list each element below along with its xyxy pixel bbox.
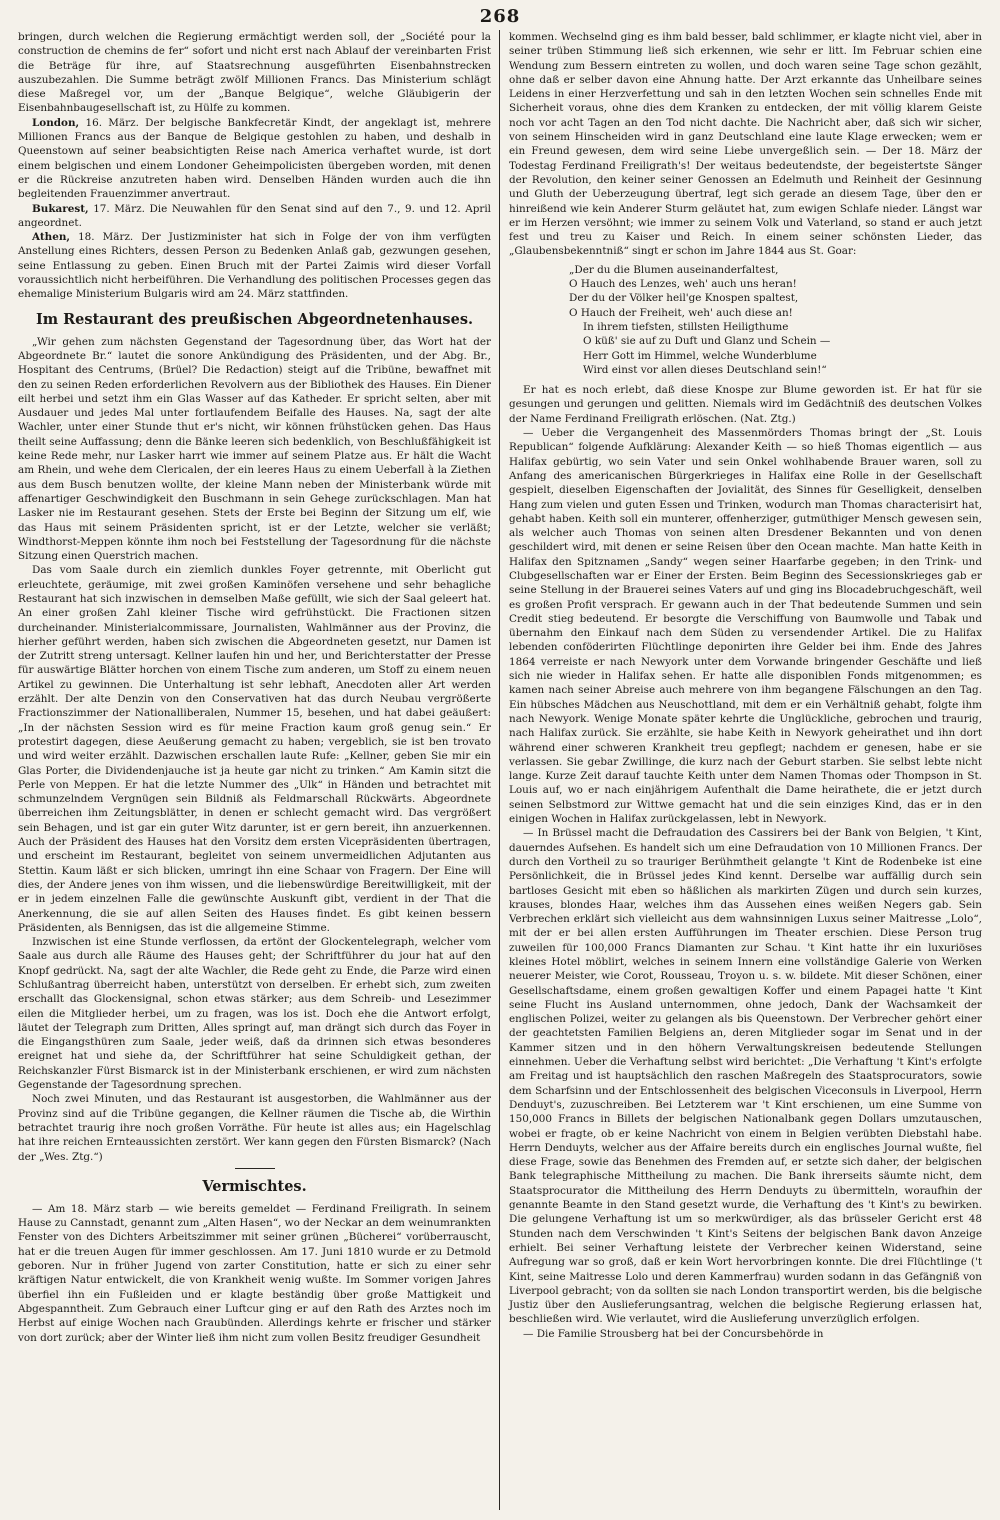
poem-line: Herr Gott im Himmel, welche Wunderblume	[583, 349, 817, 362]
poem-line: O küß' sie auf zu Duft und Glanz und Schein —	[583, 335, 831, 348]
news-bukarest	[18, 202, 491, 231]
poem-line: Der du der Völker heil'ge Knospen spaltest,	[569, 292, 799, 305]
news-athen-text: 18. März. Der Justizminister hat sich in Folge der von ihm verfügten Anstellung eines Richters, dessen Person zu Bedenken Anlaß gab, gezwungen gesehen, seine Entlassung zu geben. Einen Bruch mit der Partei Zaimis wird dieser Vorfall voraussichtlich nicht herbeiführen. Die Verhandlung des politischen Processes gegen das ehemalige Ministerium Bulgaris wird am 24. März stattfinden.	[18, 231, 491, 301]
poem-line: Wird einst vor allen dieses Deutschland sein!“	[583, 363, 827, 376]
news-bruessel: — In Brüssel macht die Defraudation des Cassirers bei der Bank von Belgien, 't Kint, dauerndes Aufsehen. Es handelt sich um eine Defraudation von 10 Millionen Francs. Der durch den Vortheil zu so trauriger Berühmtheit gelangte 't Kint de Rodenbeke ist eine Persönlichkeit, die in Brüssel jedes Kind kennt. Derselbe war auffällig durch sein bartloses Gesicht mit eben so häßlichen als markirten Zügen und durch sein kurzes, krauses, blondes Haar, welches ihm das Aussehen eines weißen Negers gab. Sein Verbrechen erklärt sich vielleicht aus dem wahnsinnigen Luxus seiner Maitresse „Lolo“, mit der er bei allen ersten Aufführungen im Theater erschien. Diese Person trug zuweilen für 100,000 Francs Diamanten zur Schau. 't Kint hatte ihr ein luxuriöses kleines Hotel möblirt, welches in seinem Innern eine vollständige Galerie von Werken neuerer Meister, wie Corot, Rousseau, Troyon u. s. w. bildete. Mit dieser Schönen, einer Gesellschaftsdame, einem großen gewaltigen Koffer und einem Papagei hatte 't Kint seine Flucht ins Ausland unternommen, ohne jedoch, Dank der Wachsamkeit der englischen Polizei, weiter zu gelangen als bis Queenstown. Der Verbrecher gehört einer der geachtetsten Familien Belgiens an, deren Mitglieder sogar im Senat und in der Kammer sitzen und in den höhern Verwaltungskreisen bedeutende Stellungen einnehmen. Ueber die Verhaftung selbst wird berichtet: „Die Verhaftung 't Kint's erfolgte am Freitag und ist hauptsächlich den raschen Maßregeln des Staatsprocurators, sowie dem Scharfsinn und der Entschlossenheit des belgischen Viceconsuls in Liverpool, Herrn Denduyt's, zuzuschreiben. Bei Letzterem war 't Kint erschienen, um eine Summe von 150,000 Francs in Billets der belgischen Nationalbank gegen Dollars umzutauschen, wobei er fragte, ob er keine Nachricht von einem in Belgien verübten Diebstahl habe. Herrn Denduyts, welcher aus der Affaire bereits durch ein englisches Journal wußte, fiel diese Frage, sowie das Benehmen des Fremden auf, er setzte sich daher, der belgischen Bank telegraphische Mittheilung zu machen. Die Bank ihrerseits säumte nicht, dem Staatsprocurator die Mittheilung des Herrn Denduyts zu übermitteln, woraufhin der genannte Beamte in den Stand gesetzt wurde, die Verhaftung des 't Kint's zu bewirken. Die gelungene Verhaftung ist um so merkwürdiger, als das brüsseler Gericht erst 48 Stunden nach dem Verschwinden 't Kint's Seitens der belgischen Bank davon Anzeige erhielt. Bei seiner Verhaftung leistete der Verbrecher keinen Widerstand, seine Aufregung war so groß, daß er kein Wort hervorbringen konnte. Die drei Flüchtlinge ('t Kint, seine Maitresse Lolo und deren Kammerfrau) wurden sodann in das Gefängniß von Liverpool gebracht; von da sollten sie nach London transportirt werden, bis die belgische Justiz über den Auslieferungsantrag, welchen die belgische Regierung erlassen hat, beschließen wird. Wie verlautet, wird die Auslieferung unverzüglich erfolgen.	[509, 827, 982, 1326]
news-strousberg: — Die Familie Strousberg hat bei der Concursbehörde in	[523, 1327, 824, 1340]
freiligrath-obituary: — Am 18. März starb — wie bereits gemeldet — Ferdinand Freiligrath. In seinem Hause zu Cannstadt, genannt zum „Alten Hasen“, wo der Neckar an dem weinumrankten Fenster von des Dichters Arbeitszimmer mit seiner grünen „Bücherei“ vorüberrauscht, hat er die treuen Augen für immer geschlossen. Am 17. Juni 1810 wurde er zu Detmold geboren. Nur in früher Jugend von zarter Constitution, hatte er sich zu einer sehr kräftigen Natur entwickelt, die von Krankheit wenig wußte. Im Sommer vorigen Jahres überfiel ihn ein Fußleiden und er klagte beständig über große Mattigkeit und Abgespanntheit. Zum Gebrauch einer Luftcur ging er auf den Rath des Arztes noch im Herbst auf einige Wochen nach Graubünden. Allerdings kehrte er frischer und stärker von dort zurück; aber der Winter ließ ihm nicht zum vollen Besitz freudiger Gesundheit	[18, 1202, 491, 1344]
dateline-bukarest: Bukarest,	[32, 202, 89, 215]
page-number: 268	[479, 6, 521, 27]
columns	[18, 30, 982, 1510]
dateline-athen: Athen,	[32, 231, 71, 244]
article-continuation: bringen, durch welchen die Regierung ermächtigt werden soll, der „Société pour la construction de chemins de fer“ sofort und nicht erst nach Ablauf der vereinbarten Frist die Beträge für ihre, auf Staatsrechnung ausgeführten Eisenbahnstrecken auszubezahlen. Die Summe beträgt zwölf Millionen Francs. Das Ministerium schlägt diese Maßregel vor, um der „Banque Belgique“, welche Gläubigerin der Eisenbahnbaugesellschaft ist, zu Hülfe zu kommen.	[18, 31, 491, 115]
dateline-london: London,	[32, 116, 80, 129]
restaurant-paragraph: Noch zwei Minuten, und das Restaurant ist ausgestorben, die Wahlmänner aus der Provinz sind auf die Tribüne gegangen, die Kellner räumen die Tische ab, die Wirthin betrachtet traurig ihre noch großen Vorräthe. Für heute ist alles aus; ein Hagelschlag hat ihre reichen Ernteaussichten zerstört. Wer kann gegen den Fürsten Bismarck? (Nach der „Wes. Ztg.“)	[18, 1093, 491, 1163]
obituary-closing: Er hat es noch erlebt, daß diese Knospe zur Blume geworden ist. Er hat für sie gesungen und gerungen und gelitten. Niemals wird im Gedächtniß des deutschen Volkes der Name Ferdinand Freiligrath erlöschen. (Nat. Ztg.)	[509, 384, 982, 425]
restaurant-paragraph: Inzwischen ist eine Stunde verflossen, da ertönt der Glockentelegraph, welcher vom Saale aus durch alle Räume des Hauses geht; der Schriftführer du jour hat auf den Knopf gedrückt. Na, sagt der alte Wachler, die Rede geht zu Ende, die Parze wird einen Schlußantrag überreicht haben, unterstützt von derselben. Er erhebt sich, zum zweiten erschallt das Glockensignal, schon etwas stärker; aus dem Schreib- und Lesezimmer eilen die Mitglieder herbei, um zu fragen, was los ist. Doch ehe die Antwort erfolgt, läutet der Telegraph zum Dritten, Alles springt auf, man drängt sich durch das Foyer in die Eingangsthüren zum Saale, jeder weiß, daß da drinnen sich etwas besonderes ereignet hat und siehe da, der Schriftführer hat seine Schuldigkeit gethan, der Reichskanzler Fürst Bismarck ist in der Ministerbank erschienen, er wird zum nächsten Gegenstande der Tagesordnung sprechen.	[18, 936, 491, 1092]
vermischtes-heading: Vermischtes.	[202, 1177, 307, 1195]
poem-line: O Hauch des Lenzes, weh' auch uns heran!	[569, 278, 797, 291]
restaurant-heading: Im Restaurant des preußischen Abgeordnetenhauses.	[35, 310, 474, 328]
poem-line: „Der du die Blumen auseinanderfaltest,	[569, 263, 779, 276]
news-bukarest-text: 17. März. Die Neuwahlen für den Senat sind auf den 7., 9. und 12. April angeordnet.	[18, 202, 491, 229]
news-thomas: — Ueber die Vergangenheit des Massenmörders Thomas bringt der „St. Louis Republican“ folgende Aufklärung: Alexander Keith — so hieß Thomas eigentlich — aus Halifax gebürtig, wo sein Vater und sein Onkel wohlhabende Brauer waren, soll zu Anfang des americanischen Bürgerkrieges in Halifax eine Rolle in der Gesellschaft gespielt, dieselben Eigenschaften der Jovialität, des Sinnes für Geselligkeit, denselben Hang zum vielen und guten Essen und Trinken, wodurch man Thomas characterisirt hat, gehabt haben. Keith soll ein munterer, offenherziger, gutmüthiger Mensch gewesen sein, als welcher auch Thomas von seinen alten Dresdener Bekannten und von denen geschildert wird, mit denen er seine Reisen über den Ocean machte. Man hatte Keith in Halifax den Spitznamen „Sandy“ wegen seiner Haarfarbe gegeben; in den Trink- und Clubgesellschaften war er Einer der Ersten. Beim Beginn des Secessionskrieges gab er seine Stellung in der Brauerei seines Vaters auf und ging ins Blocadebruchgeschäft, weil es großen Profit versprach. Er gewann auch in der That bedeutende Summen und sein Credit stieg bedeutend. Er besorgte die Verschiffung von Baumwolle und Tabak und übernahm den Einkauf nach dem Süden zu versendender Artikel. Die zu Halifax lebenden conföderirten Flüchtlinge deponirten ihre Gelder bei ihm. Ende des Jahres 1864 verreiste er nach Newyork unter dem Vorwande bringender Geschäfte und ließ sich nie wieder in Halifax sehen. Er hatte alle disponiblen Fonds mitgenommen; es kamen nach seiner Abreise auch mehrere von ihm begangene Fälschungen an den Tag. Ein hübsches Mädchen aus Neuschottland, mit dem er ein Verhältniß gehabt, folgte ihm nach Newyork. Wenige Monate später kehrte die Unglückliche, gebrochen und traurig, nach Halifax zurück. Sie erzählte, sie habe Keith in Newyork geheirathet und ihn dort während einer schweren Krankheit treu gepflegt; nachdem er genesen, habe er sie verlassen. Sie gebar Zwillinge, die kurz nach der Geburt starben. Sie selbst lebte nicht lange. Kurze Zeit darauf tauchte Keith unter dem Namen Thomas oder Thompson in St. Louis auf, wo er nach einjährigem Aufenthalt die Dame heirathete, die er jetzt durch seinen Selbstmord zur Wittwe gemacht hat und die sein einziges Kind, das er in den einigen Wochen in Halifax zurückgelassen, lebt in Newyork.	[509, 427, 982, 826]
restaurant-paragraph: Das vom Saale durch ein ziemlich dunkles Foyer getrennte, mit Oberlicht gut erleuchtete, geräumige, mit zwei großen Kaminöfen versehene und sehr behagliche Restaurant hat sich inzwischen in demselben Maße gefüllt, wie sich der Saal geleert hat. An einer großen Zahl kleiner Tische wird gefrühstückt. Die Fractionen sitzen durcheinander. Ministerialcommissare, Journalisten, Wahlmänner aus der Provinz, die hierher geführt werden, haben sich zwischen die Abgeordneten gesetzt, nur Damen ist der Zutritt streng untersagt. Kellner laufen hin und her, und Berichterstatter der Presse für auswärtige Blätter horchen von einem Tische zum anderen, um Stoff zu einem neuen Artikel zu gewinnen. Die Unterhaltung ist sehr lebhaft, Anecdoten aller Art werden erzählt. Der alte Denzin von den Conservativen hat das durch Neubau vergrößerte Fractionszimmer der Nationalliberalen, Nummer 15, besehen, und hat dabei geäußert: „In der nächsten Session wird es für meine Fraction kaum groß genug sein.“ Er protestirt dagegen, diese Aeußerung gemacht zu haben; vergeblich, sie ist ben trovato und wird weiter erzählt. Dazwischen erschallen laute Rufe: „Kellner, geben Sie mir ein Glas Porter, die Dividendenjauche ist ja heute gar nicht zu trinken.“ Am Kamin sitzt die Perle von Meppen. Er hat die letzte Nummer des „Ulk“ in Händen und betrachtet mit schmunzelndem Vergnügen sein Bildniß als Feldmarschall Rückwärts. Abgeordnete überreichen ihm Zeitungsblätter, in denen er schlecht gemacht wird. Das vergrößert sein Behagen, und ist gar ein guter Witz darunter, ist er gern bereit, ihn anzuerkennen. Auch der Präsident des Hauses hat den Vorsitz dem ersten Vicepräsidenten übertragen, und erscheint im Restaurant, begleitet von seinem unvermeidlichen Adjutanten aus Stettin. Kaum läßt er sich blicken, umringt ihn eine Schaar von Fragern. Der Eine will dies, der Andere jenes von ihm wissen, und die liebenswürdige Bereitwilligkeit, mit der er in jedem einzelnen Falle die gewünschte Auskunft gibt, verdient in der That die Anerkennung, die sie auf allen Seiten des Hauses findet. Es gibt keinen bessern Präsidenten, als Bennigsen, das ist die allgemeine Stimme.	[18, 564, 491, 934]
poem-line: O Hauch der Freiheit, weh' auch diese an!	[569, 306, 793, 319]
right-column	[500, 30, 982, 1510]
news-athen	[18, 230, 491, 301]
poem-glaubensbekenntnis	[569, 263, 982, 377]
obituary-continuation: kommen. Wechselnd ging es ihm bald besser, bald schlimmer, er klagte nicht viel, aber in seiner trüben Stimmung ließ sich erkennen, wie sehr er litt. Im Februar schien eine Wendung zum Bessern eintreten zu wollen, und doch waren seine Tage schon gezählt, ohne daß er selber davon eine Ahnung hatte. Der Arzt erkannte das Unheilbare seines Leidens in einer Herzverfettung und sah in den letzten Wochen sein schnelles Ende mit Sicherheit voraus, ohne dies dem Kranken zu entdecken, der mit völlig klarem Geiste noch vor acht Tagen an den Tod nicht dachte. Die Nachricht aber, daß sich wir sicher, von seinem Hinscheiden wird in ganz Deutschland eine laute Klage erwecken; wem er ein Freund gewesen, dem wird seine Liebe unvergeßlich sein. — Der 18. März der Todestag Ferdinand Freiligrath's! Der weitaus bedeutendste, der begeistertste Sänger der Revolution, den keiner seiner Genossen an Edelmuth und Reinheit der Gesinnung und Gluth der Ueberzeugung übertraf, legt sich gerade an diesem Tage, über den er hinreißend wie kein Anderer Sturm geläutet hat, zum ewigen Schlafe nieder. Längst war er im Herzen versöhnt; wie immer zu seinem Volk und Vaterland, so stand er auch jetzt fest und treu zu Kaiser und Reich. In einem seiner schönsten Lieder, das „Glaubensbekenntniß“ singt er schon im Jahre 1844 aus St. Goar:	[509, 31, 982, 258]
left-column	[18, 30, 500, 1510]
restaurant-paragraph: „Wir gehen zum nächsten Gegenstand der Tagesordnung über, das Wort hat der Abgeordnete Br.“ lautet die sonore Ankündigung des Präsidenten, und der Abg. Br., Hospitant des Centrums, (Brüel? Die Redaction) steigt auf die Tribüne, bewaffnet mit den zu seinen Reden erforderlichen Revolvern aus der Bibliothek des Hauses. Ein Diener eilt herbei und setzt ihm ein Glas Wasser auf das Katheder. Er spricht selten, aber mit Ausdauer und jedes Mal unter fortlaufendem Beifalle des Hauses. Na, sagt der alte Wachler, unter einer Stunde thut er's nicht, wir können frühstücken gehen. Das Haus theilt seine Auffassung; denn die Bänke leeren sich bedenklich, von Beschlußfähigkeit ist keine Rede mehr, nur Lasker harrt wie immer auf seinem Platze aus. Er hält die Wacht am Rhein, und wehe dem Clericalen, der ein leeres Haus zu einem Ueberfall à la Ziethen aus dem Busch benutzen wollte, der kleine Mann neben der Ministerbank würde mit affenartiger Geschwindigkeit den Buschmann in sein Gehege zurückschlagen. Man hat Lasker nie im Restaurant gesehen. Stets der Erste bei Beginn der Sitzung um elf, wie das Haus mit seinem Präsidenten spricht, ist er der Letzte, welcher sie verläßt; Windthorst-Meppen könnte ihm noch bei Feststellung der Tagesordnung für die nächste Sitzung einen Querstrich machen.	[18, 335, 491, 563]
news-london	[18, 116, 491, 202]
poem-line: In ihrem tiefsten, stillsten Heiligthume	[583, 320, 789, 333]
section-divider	[235, 1168, 275, 1169]
news-london-text: 16. März. Der belgische Bankfecretär Kindt, der angeklagt ist, mehrere Millionen Francs aus der Banque de Belgique gestohlen zu haben, und deshalb in Queenstown auf seiner beabsichtigten Reise nach America verhaftet wurde, ist dort einem belgischen und einem Londoner Geheimpolicisten übergeben worden, mit denen er die Rückreise anzutreten haben wird. Denselben Händen wurden auch die ihn begleitenden Frauenzimmer anvertraut.	[18, 116, 491, 201]
